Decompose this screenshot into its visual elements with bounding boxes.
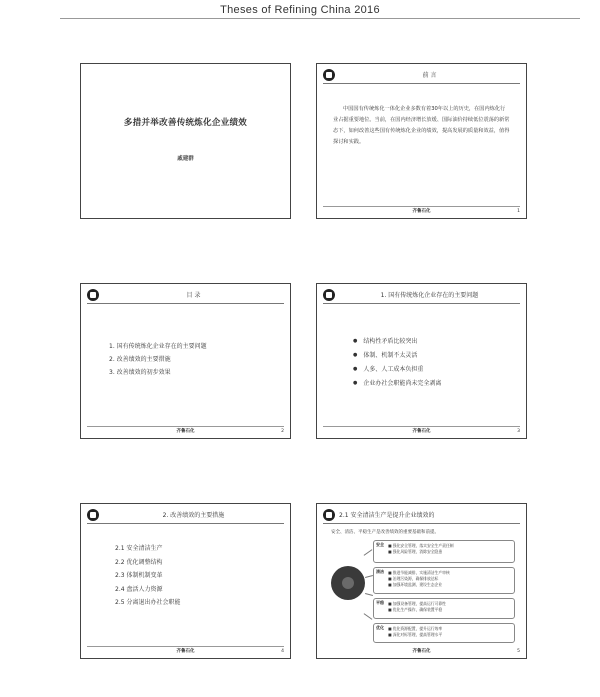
list-item: ■ 加强环境监测，建设生态企业: [388, 582, 443, 587]
slide-2-title: 前 言: [422, 72, 437, 79]
slide-3-title-rule: [87, 303, 284, 304]
category-items: [388, 601, 446, 613]
slide-2-footer-rule: [323, 206, 520, 207]
slide-2-number: 1: [517, 209, 520, 214]
category-label: 优化: [376, 625, 384, 630]
slide-6-title: 2.1 安全清洁生产是提升企业绩效的: [339, 512, 435, 519]
connector-line: [364, 549, 373, 556]
slide-5-list: [115, 542, 180, 610]
connector-line: [364, 613, 373, 620]
slide-6: [316, 503, 527, 659]
list-item: ● 体制、机制不太灵活: [353, 349, 441, 363]
slide-6-intro: 安全、清洁、平稳生产是改善绩效的重要基础和前提。: [331, 530, 439, 535]
slide-5-footer: 齐鲁石化: [176, 649, 195, 654]
connector-line: [365, 575, 373, 578]
list-item: 2.5 分离退出办社会职能: [115, 599, 181, 606]
category-items: [388, 543, 454, 555]
category-box: [373, 540, 515, 563]
company-logo-icon: [323, 289, 335, 301]
category-box: [373, 598, 515, 619]
list-item: ■ 深化对标管理，提高管理水平: [388, 632, 443, 637]
slide-2-text: 中国国有传统炼化一体化企业多数有着30年以上的历史，在国内炼化行业占据重要地位。当前，在国内经济增长放缓、国际油价持续低位震荡的新常态下，如何改善这些国有传统炼化企业的绩效，提高发展的质量和效益，值得探讨和实践。: [333, 106, 510, 145]
slide-2: [316, 63, 527, 219]
connector-line: [365, 593, 373, 596]
company-logo-icon: [87, 509, 99, 521]
list-item: ● 结构性矛盾比较突出: [353, 335, 441, 349]
slide-1: [80, 63, 291, 219]
slide-4-bullet-list: [353, 335, 441, 391]
slide-4-footer-rule: [323, 426, 520, 427]
list-item: 2.1 安全清洁生产: [115, 545, 163, 552]
slide-6-number: 5: [517, 649, 520, 654]
list-item: ■ 优化生产操作，确保装置平稳: [388, 607, 443, 612]
slide-5-number: 4: [281, 649, 284, 654]
document-header: Theses of Refining China 2016: [220, 4, 380, 16]
header-rule: [60, 18, 580, 19]
slide-3-list: [109, 340, 207, 379]
slide-4-title-rule: [323, 303, 520, 304]
category-items: [388, 570, 450, 588]
slide-5: [80, 503, 291, 659]
slide-5-footer-rule: [87, 646, 284, 647]
slide-2-footer: 齐鲁石化: [412, 209, 431, 214]
slide-3: [80, 283, 291, 439]
list-item: ■ 优化资源配置，提升运行效率: [388, 626, 443, 631]
slide-3-footer: 齐鲁石化: [176, 429, 195, 434]
center-circle-graphic: [331, 566, 365, 600]
list-item: ● 企业办社会职能尚未完全剥离: [353, 377, 441, 391]
slide-3-number: 2: [281, 429, 284, 434]
company-logo-icon: [323, 69, 335, 81]
slide-4: [316, 283, 527, 439]
category-label: 平稳: [376, 600, 384, 605]
list-item: 2.4 盘活人力资源: [115, 585, 163, 593]
list-item: ■ 治理污染源，确保排放达标: [388, 576, 439, 581]
company-logo-icon: [87, 289, 99, 301]
company-logo-icon: [323, 509, 335, 521]
slide-1-author: 戚建群: [177, 156, 194, 162]
slide-4-title: 1. 国有传统炼化企业存在的主要问题: [380, 292, 479, 299]
slide-1-title: 多措并举改善传统炼化企业绩效: [123, 118, 248, 128]
list-item: 2.2 优化调整结构: [115, 558, 163, 566]
list-item: ■ 强化安全管理，落实安全生产责任制: [388, 543, 454, 548]
list-item: ● 人多、人工成本负担重: [353, 363, 441, 377]
slide-3-title: 目 录: [186, 292, 201, 299]
category-label: 清洁: [376, 569, 384, 574]
list-item: 1. 国有传统炼化企业存在的主要问题: [109, 343, 207, 350]
category-box: [373, 623, 515, 643]
slide-5-title-rule: [87, 523, 284, 524]
list-item: 2.3 体制机制变革: [115, 572, 163, 579]
slide-6-title-rule: [323, 523, 520, 524]
category-items: [388, 626, 442, 638]
slide-4-number: 3: [517, 429, 520, 434]
list-item: 3. 改善绩效的初步效果: [109, 369, 171, 376]
slide-2-title-rule: [323, 83, 520, 84]
list-item: ■ 强化风险管理，消除安全隐患: [388, 549, 443, 554]
list-item: 2. 改善绩效的主要措施: [109, 356, 171, 363]
slide-3-footer-rule: [87, 426, 284, 427]
list-item: ■ 推进节能减排，实施清洁生产审核: [388, 570, 450, 575]
slide-5-title: 2. 改善绩效的主要措施: [162, 512, 225, 519]
slide-4-footer: 齐鲁石化: [412, 429, 431, 434]
category-label: 安全: [376, 542, 384, 547]
list-item: ■ 加强设备管理，提高运行可靠性: [388, 601, 446, 606]
slide-6-footer: 齐鲁石化: [412, 649, 431, 654]
category-box: [373, 567, 515, 594]
